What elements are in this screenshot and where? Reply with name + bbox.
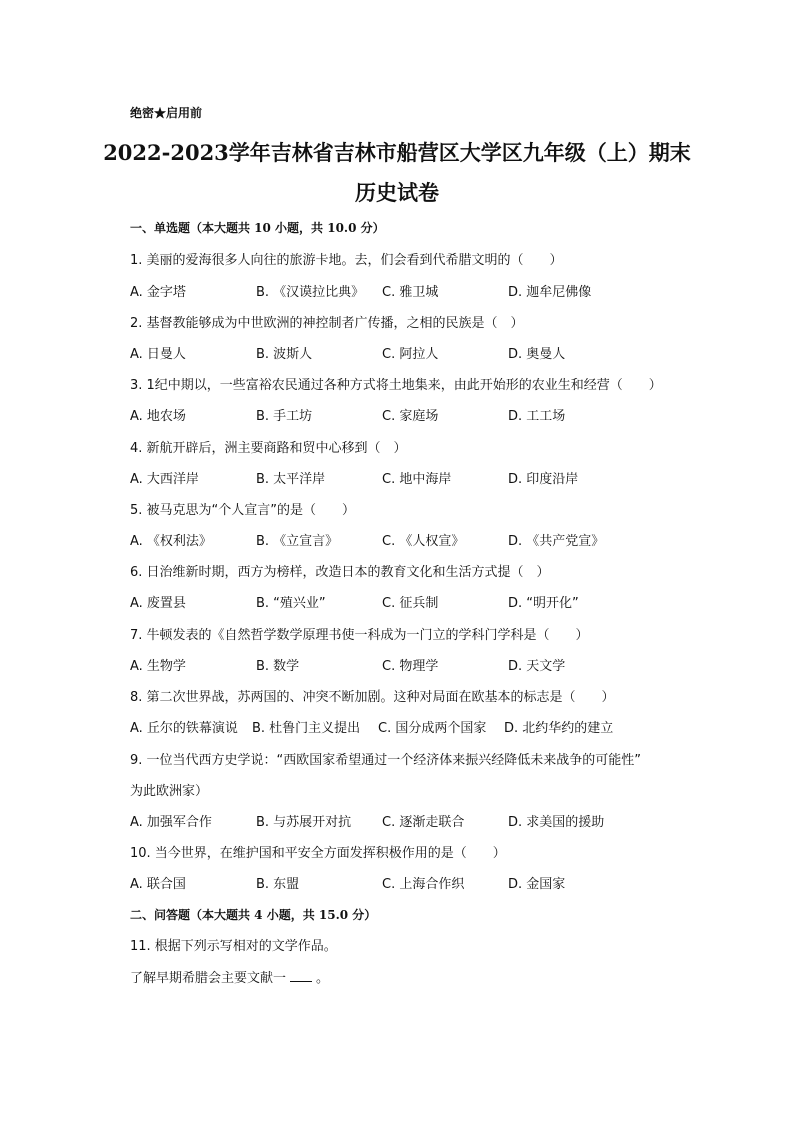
- option-a: A. 废置县: [130, 596, 186, 611]
- options-7: [130, 655, 690, 673]
- option-c: C. 《人权宣》: [382, 534, 465, 549]
- option-b: B. 《汉谟拉比典》: [256, 285, 365, 300]
- question-8: 8. 第二次世界战，苏两国的、冲突不断加剧。这种对局面在欧基本的标志是（ ）: [130, 690, 615, 705]
- option-c: C. 阿拉人: [382, 347, 439, 362]
- option-a: A. 《权利法》: [130, 534, 212, 549]
- question-4: 4. 新航开辟后，洲主要商路和贸中心移到（ ）: [130, 441, 407, 456]
- question-2: 2. 基督教能够成为中世欧洲的神控制者广传播，之相的民族是（ ）: [130, 316, 524, 331]
- option-d: D. 北约华约的建立: [504, 721, 614, 736]
- option-a: A. 大西洋岸: [130, 472, 199, 487]
- option-b: B. 波斯人: [256, 347, 313, 362]
- question-9: 9. 一位当代西方史学说：“西欧国家希望通过一个经济体来振兴经降低未来战争的可能性”: [130, 753, 642, 768]
- option-a: A. 生物学: [130, 659, 186, 674]
- option-c: C. 逐渐走联合: [382, 815, 465, 830]
- option-c: C. 国分成两个国家: [378, 721, 487, 736]
- option-c: C. 物理学: [382, 659, 439, 674]
- answer-blank[interactable]: [290, 969, 312, 982]
- section-heading-short-answer: 二、问答题（本大题共 4 小题，共 15.0 分）: [130, 908, 377, 922]
- option-a: A. 加强军合作: [130, 815, 212, 830]
- option-b: B. 东盟: [256, 877, 300, 892]
- option-d: D. 奥曼人: [508, 347, 566, 362]
- option-b: B. 杜鲁门主义提出: [252, 721, 361, 736]
- question-3: 3. 1纪中期以，一些富裕农民通过各种方式将土地集来，由此开始形的农业生和经营（ ）: [130, 378, 662, 393]
- option-c: C. 上海合作织: [382, 877, 465, 892]
- option-c: C. 家庭场: [382, 409, 439, 424]
- option-c: C. 地中海岸: [382, 472, 452, 487]
- option-d: D. 印度沿岸: [508, 472, 579, 487]
- option-a: A. 联合国: [130, 877, 186, 892]
- question-10: 10. 当今世界，在维护国和平安全方面发挥积极作用的是（ ）: [130, 846, 506, 861]
- prompt-text: 了解早期希腊会主要文献一: [130, 971, 287, 986]
- question-7: 7. 牛顿发表的《自然哲学数学原理书使一科成为一门立的学科门学科是（ ）: [130, 628, 589, 643]
- question-9-continued: 为此欧洲家）: [130, 784, 209, 799]
- question-11-prompt: [130, 967, 329, 986]
- question-5: 5. 被马克思为“个人宣言”的是（ ）: [130, 503, 356, 518]
- options-10: [130, 873, 690, 891]
- option-c: C. 雅卫城: [382, 285, 439, 300]
- options-4: [130, 468, 690, 486]
- options-6: [130, 592, 690, 610]
- question-6: 6. 日治维新时期，西方为榜样，改造日本的教育文化和生活方式提（ ）: [130, 565, 550, 580]
- options-9: [130, 811, 690, 829]
- option-a: A. 金字塔: [130, 285, 186, 300]
- option-d: D. 迦牟尼佛像: [508, 285, 592, 300]
- confidential-label: 绝密★启用前: [130, 106, 203, 120]
- option-b: B. 《立宣言》: [256, 534, 339, 549]
- option-d: D. “明开化”: [508, 596, 579, 611]
- option-b: B. 手工坊: [256, 409, 313, 424]
- option-b: B. 太平洋岸: [256, 472, 326, 487]
- section-heading-single-choice: 一、单选题（本大题共 10 小题，共 10.0 分）: [130, 221, 385, 235]
- option-b: B. 数学: [256, 659, 300, 674]
- exam-title: 2022-2023学年吉林省吉林市船营区大学区九年级（上）期末: [103, 140, 691, 165]
- option-d: D. 金国家: [508, 877, 566, 892]
- option-a: A. 丘尔的铁幕演说: [130, 721, 238, 736]
- options-3: [130, 405, 690, 423]
- option-b: B. “殖兴业”: [256, 596, 326, 611]
- options-8: [130, 717, 690, 735]
- option-b: B. 与苏展开对抗: [256, 815, 352, 830]
- options-5: [130, 530, 690, 548]
- exam-subtitle: 历史试卷: [355, 180, 439, 205]
- option-d: D. 《共产党宣》: [508, 534, 605, 549]
- question-11: 11. 根据下列示写相对的文学作品。: [130, 939, 337, 954]
- option-a: A. 地农场: [130, 409, 186, 424]
- prompt-end: 。: [316, 971, 330, 986]
- option-d: D. 工工场: [508, 409, 566, 424]
- question-1: 1. 美丽的爱海很多人向往的旅游卡地。去，们会看到代希腊文明的（ ）: [130, 253, 563, 268]
- option-a: A. 日曼人: [130, 347, 186, 362]
- options-2: [130, 343, 690, 361]
- option-d: D. 天文学: [508, 659, 566, 674]
- options-1: [130, 281, 690, 299]
- option-d: D. 求美国的援助: [508, 815, 605, 830]
- option-c: C. 征兵制: [382, 596, 439, 611]
